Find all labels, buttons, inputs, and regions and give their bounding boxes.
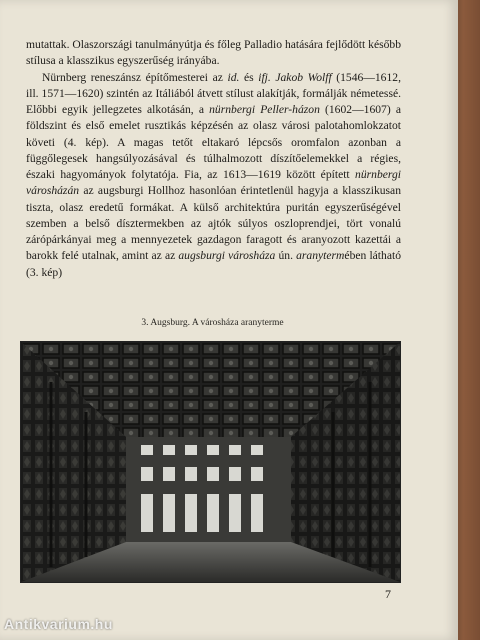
- italic-run: nürnbergi Peller-házon: [209, 103, 320, 116]
- watermark: Antikvarium.hu: [4, 616, 113, 632]
- golden-hall-photo: [21, 342, 400, 582]
- text-run: (1602—1607) a földszint és első emelet rusztikás képzésén az olasz városi palotahomlokzatot követi (4. kép). A magas tetőt eltakaró lépcsős oromfalon azonban a függőlegesek hangsúlyozásával és túlhalmozott díszítőelemekkel a régies, északi hagyományok folytatója. Fia, az 1613—1619 között épített: [26, 103, 401, 181]
- photo-golden-hall: [20, 341, 401, 583]
- text-run: (1546—1612, ill. 1571—1620) szintén az Itáliából átvett stílust alakítják, formálják németessé. Előbbi egyik jellegzetes alkotásán, a: [26, 70, 401, 116]
- text-run: Nürnberg reneszánsz építőmesterei az: [42, 70, 228, 84]
- text-run: az augsburgi Hollhoz hasonlóan érintetlenül hagyja a klasszikusan tiszta, olasz eredetű formákat. A külső architektúra puritán egyszerűségével szemben a belső dísztermekben az ajtók súlyos oszloprendjei, tört vonalú zárópárkányai meg a mennyezetek gazdagon faragott és aranyozott kazettái a barokk felé utalnak, amint az az: [26, 184, 401, 263]
- italic-run: nürnbergi városházán: [26, 168, 401, 198]
- text-run: ében látható (3. kép): [26, 249, 401, 279]
- paragraph-1: mutattak. Olaszországi tanulmányútja és főleg Palladio hatására fejlődött később stílusa a klasszikus egyszerűség irányába.: [26, 38, 401, 68]
- italic-run: augsburgi városháza: [178, 249, 276, 263]
- text-run: ún.: [275, 249, 297, 263]
- body-text: [26, 37, 401, 281]
- italic-run: ifj. Jakob Wolff: [258, 70, 332, 84]
- text-run: és: [239, 70, 259, 84]
- figure-caption: 3. Augsburg. A városháza aranyterme: [141, 318, 284, 328]
- paragraph-2: [26, 70, 401, 281]
- italic-run: aranyterm: [296, 249, 345, 263]
- page-number: 7: [385, 587, 391, 601]
- italic-run: id.: [227, 70, 240, 84]
